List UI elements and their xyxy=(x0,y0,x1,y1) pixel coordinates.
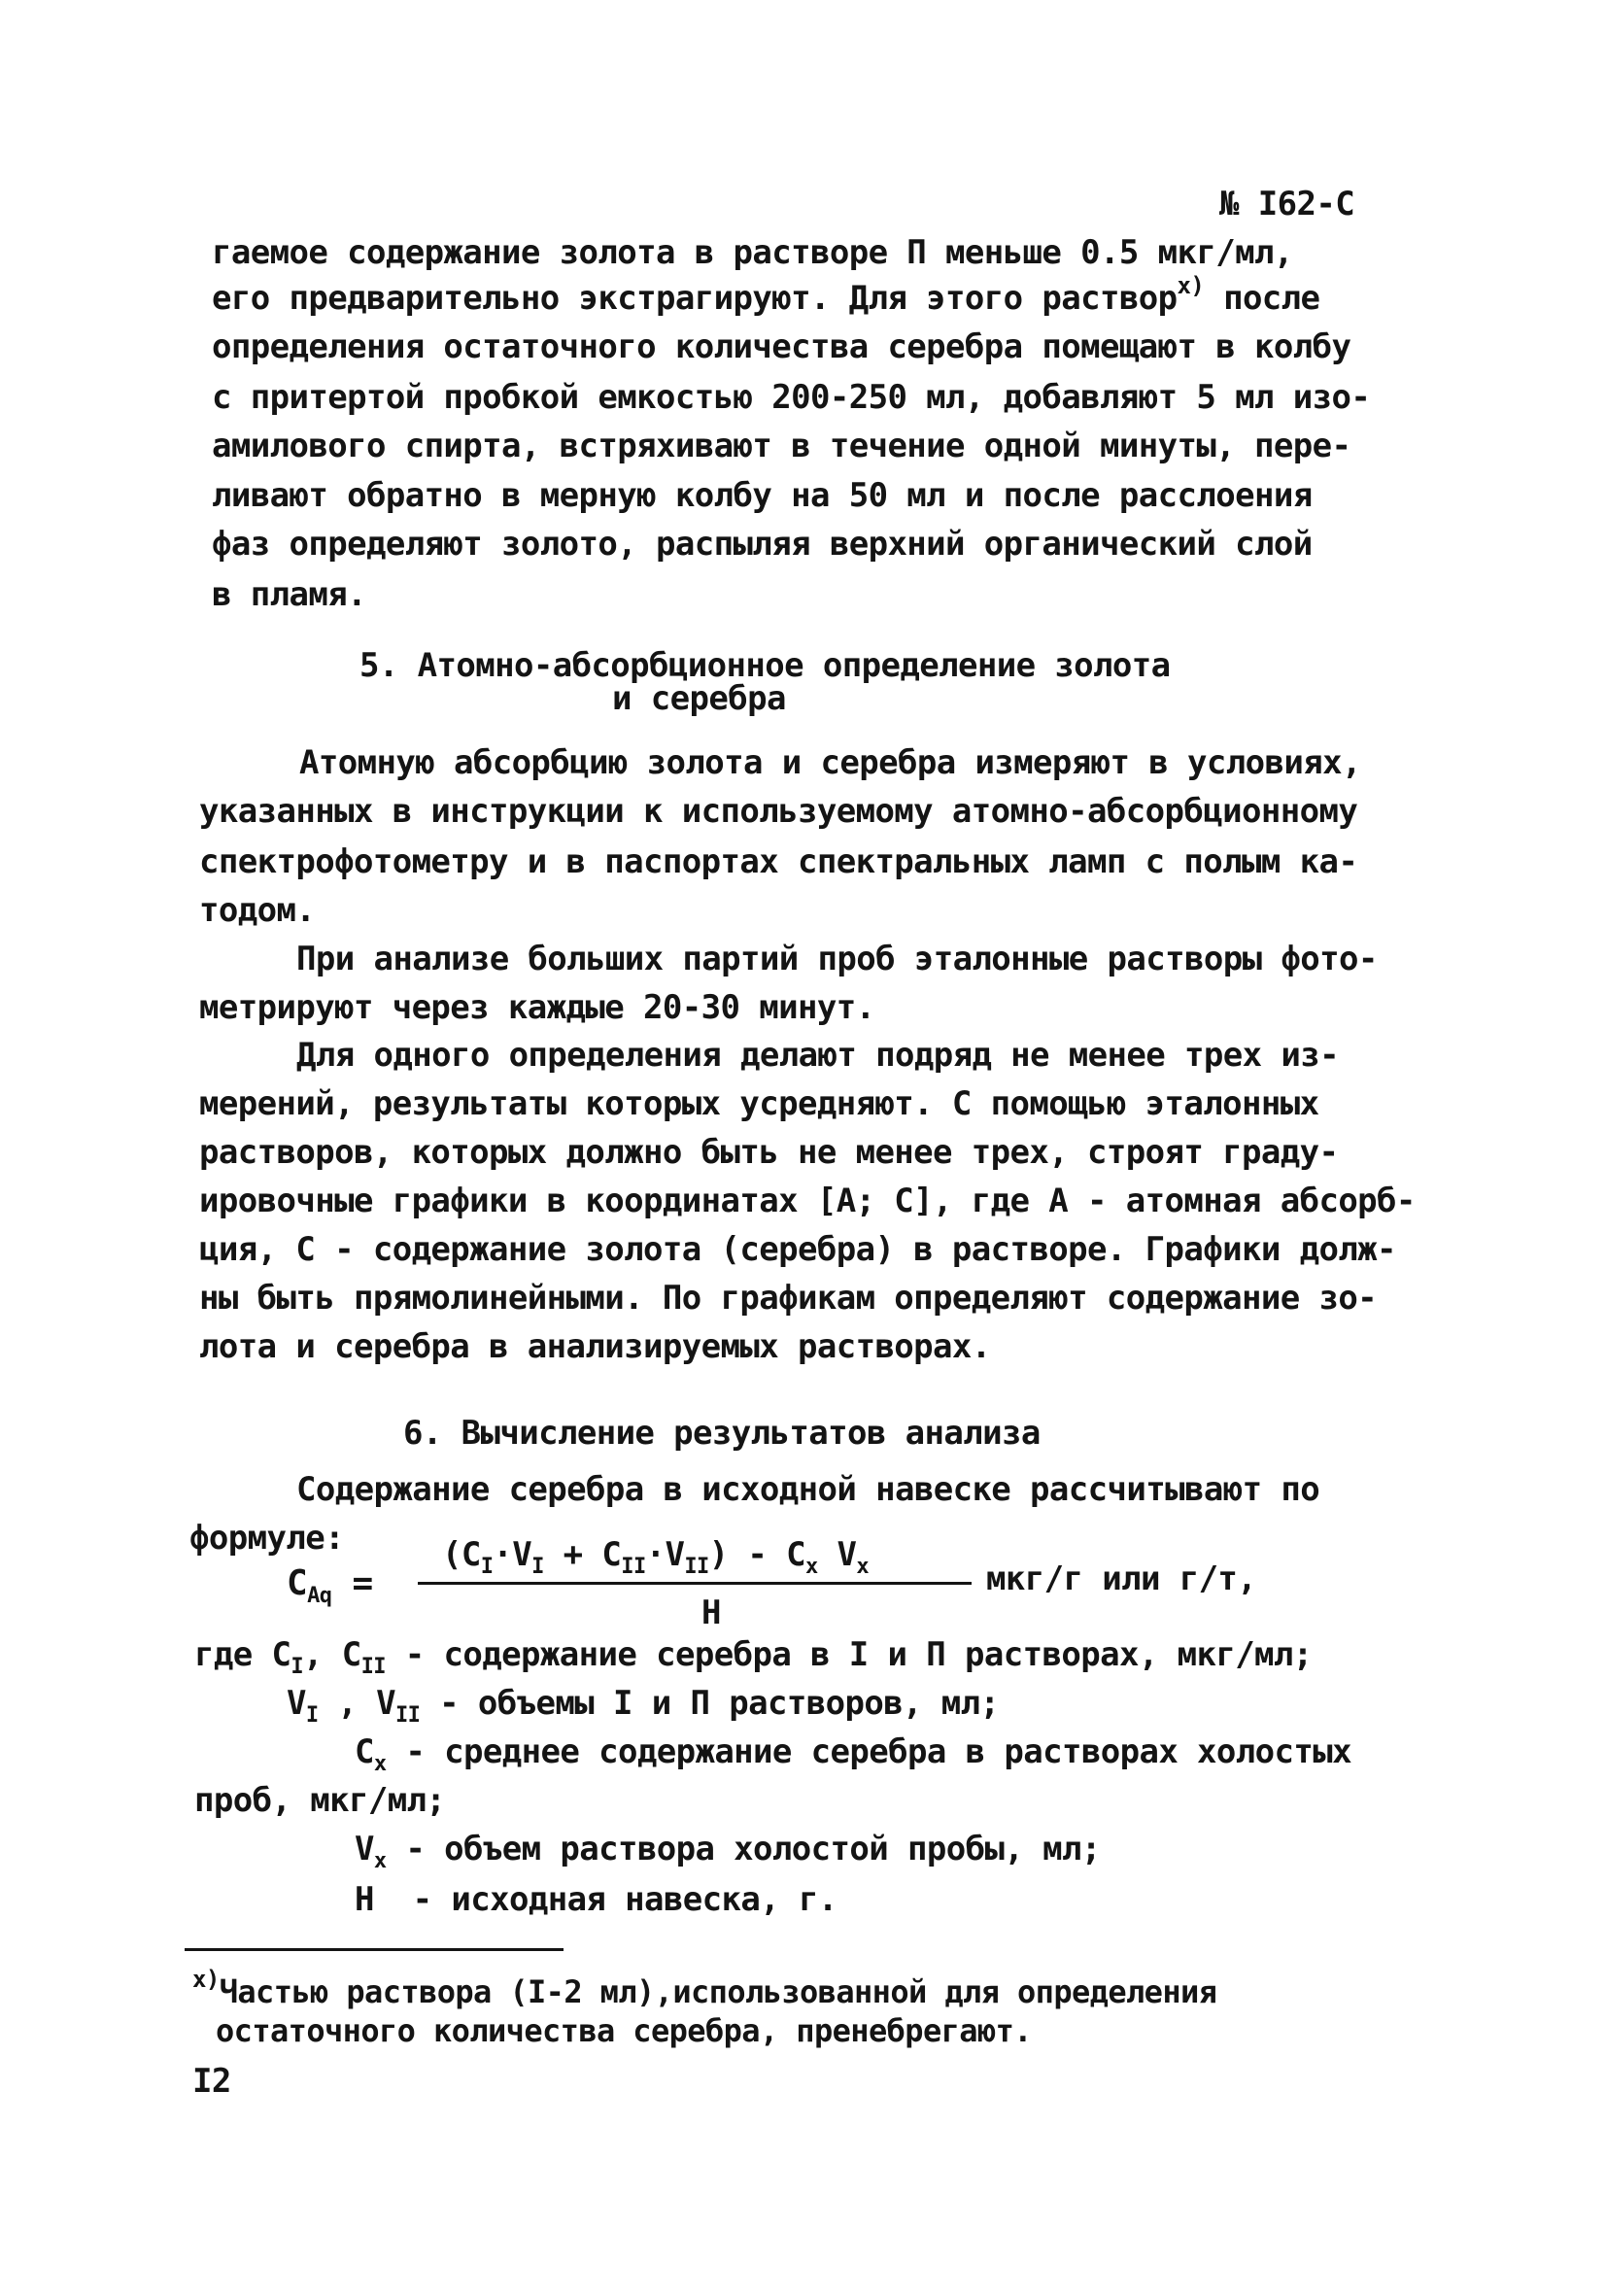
paragraph-line: мерений, результаты которых усредняют. С помощью эталонных xyxy=(199,1084,1319,1123)
footnote-marker: x) xyxy=(1177,272,1205,299)
formula-units: мкг/г или г/т, xyxy=(986,1559,1257,1598)
formula-equals: = xyxy=(352,1563,373,1603)
doc-number: № I62-C xyxy=(1219,185,1355,223)
formula-label: формуле: xyxy=(189,1519,344,1558)
paragraph-line: с притертой пробкой емкостью 200-250 мл, добавляют 5 мл изо- xyxy=(212,378,1371,417)
paragraph-line: указанных в инструкции к используемому атомно-абсорбционному xyxy=(199,792,1358,831)
footnote-text: Частью раствора (I-2 мл),использованной для определения xyxy=(219,1973,1217,2010)
section-6-title: 6. Вычисление результатов анализа xyxy=(403,1414,1041,1453)
paragraph-line: амилового спирта, встряхивают в течение одной минуты, пере- xyxy=(212,427,1351,465)
formula-symbol: C xyxy=(287,1563,308,1603)
footnote-rule xyxy=(185,1948,564,1951)
formula-numerator: $(C_I\cdot V_I + C_{II}\cdot V_{II}) - C_x$ $V_x$ xyxy=(442,1535,870,1579)
paragraph-line-text: его предварительно экстрагируют. Для этого раствор xyxy=(212,279,1178,318)
paragraph-line: фаз определяют золото, распыляя верхний органический слой xyxy=(212,525,1313,564)
paragraph-line: ны быть прямолинейными. По графикам определяют содержание зо- xyxy=(199,1279,1378,1318)
page-number: I2 xyxy=(192,2062,231,2101)
paragraph-line-tail: после xyxy=(1204,279,1320,318)
paragraph-line: Для одного определения делают подряд не менее трех из- xyxy=(296,1036,1339,1075)
footnote-line: остаточного количества серебра, пренебрегают. xyxy=(216,2012,1032,2049)
where-line: H - исходная навеска, г. xyxy=(355,1880,837,1919)
paragraph-line: ировочные графики в координатах [A; C], где А - атомная абсорб- xyxy=(199,1182,1416,1220)
paragraph-line: Содержание серебра в исходной навеске рассчитывают по xyxy=(296,1470,1320,1509)
paragraph-line: Атомную абсорбцию золота и серебра измеряют в условиях, xyxy=(299,743,1361,782)
where-line: $V_x$ - объем раствора холостой пробы, мл; xyxy=(355,1830,1101,1873)
paragraph-line: ция, С - содержание золота (серебра) в растворе. Графики долж- xyxy=(199,1230,1396,1269)
paragraph-line: метрируют через каждые 20-30 минут. xyxy=(199,988,875,1027)
paragraph-line: в пламя. xyxy=(212,575,366,614)
footnote-line xyxy=(192,1966,1217,2014)
paragraph-line: гаемое содержание золота в растворе П меньше 0.5 мкг/мл, xyxy=(212,233,1293,272)
formula-lhs xyxy=(287,1564,373,1608)
paragraph-line: ливают обратно в мерную колбу на 50 мл и после расслоения xyxy=(212,476,1313,515)
paragraph-line: растворов, которых должно быть не менее трех, строят граду- xyxy=(199,1133,1339,1172)
section-5-title: 5. Атомно-абсорбционное определение золота xyxy=(359,646,1171,685)
paragraph-line: При анализе больших партий проб эталонные растворы фото- xyxy=(296,940,1378,978)
where-line: проб, мкг/мл; xyxy=(194,1781,446,1820)
where-line: $V_I$ , $V_{II}$ - объемы I и П растворов, мл; xyxy=(287,1684,1000,1728)
formula-subscript: Aq xyxy=(307,1584,332,1608)
fraction-bar xyxy=(418,1582,972,1585)
formula-denominator: H xyxy=(701,1593,721,1632)
paragraph-line: тодом. xyxy=(199,891,316,930)
footnote-marker: x) xyxy=(192,1966,220,1993)
paragraph-line: спектрофотометру и в паспортах спектральных ламп с полым ка- xyxy=(199,842,1358,881)
where-line: $C_x$ - среднее содержание серебра в растворах холостых xyxy=(355,1732,1352,1776)
paragraph-line: лота и серебра в анализируемых растворах. xyxy=(199,1327,991,1366)
paragraph-line: определения остаточного количества серебра помещают в колбу xyxy=(212,327,1351,366)
section-5-title-cont: и серебра xyxy=(612,679,786,718)
where-line: где $C_I$, $C_{II}$ - содержание серебра в I и П растворах, мкг/мл; xyxy=(194,1635,1313,1679)
paragraph-line xyxy=(212,272,1320,321)
